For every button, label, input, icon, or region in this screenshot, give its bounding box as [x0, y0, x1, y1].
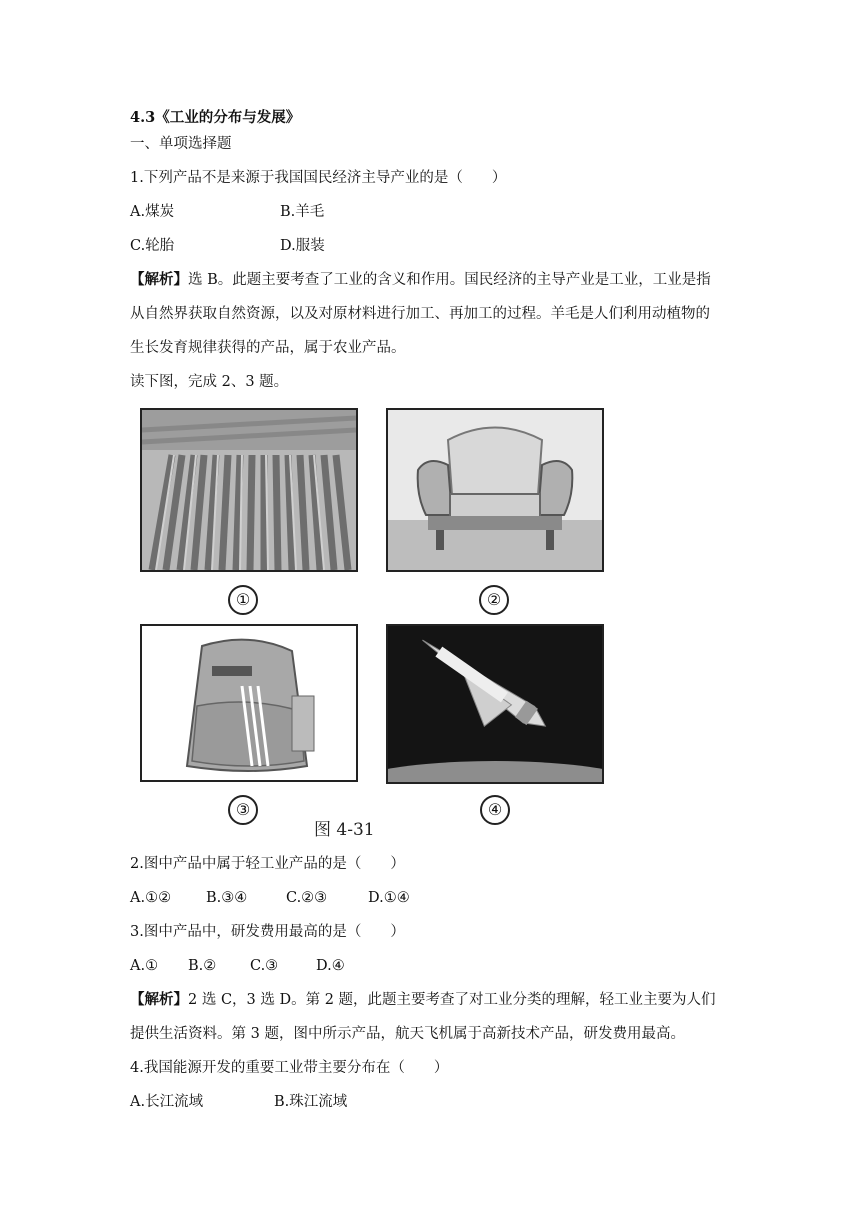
analysis-2-text-1: 2 选 C，3 选 D。第 2 题，此题主要考查了对工业分类的理解，轻工业主要为人们 — [188, 992, 716, 1008]
steel-bars-drawing — [142, 410, 356, 570]
question-1-stem: 1.下列产品不是来源于我国国民经济主导产业的是（ ） — [130, 170, 507, 186]
q4-option-a: A.长江流域 — [130, 1094, 204, 1110]
armchair-image — [386, 408, 604, 572]
q2-option-a: A.①② — [130, 890, 172, 906]
q3-option-c: C.③ — [250, 958, 279, 974]
analysis-2-line-1 — [130, 990, 716, 1010]
question-2-stem: 2.图中产品中属于轻工业产品的是（ ） — [130, 856, 405, 872]
q4-option-b: B.珠江流域 — [274, 1094, 348, 1110]
q3-option-a: A.① — [130, 958, 159, 974]
q1-analysis-line-3: 生长发育规律获得的产品，属于农业产品。 — [130, 340, 406, 356]
q1-option-b: B.羊毛 — [280, 204, 325, 220]
q1-analysis-text-1: 选 B。此题主要考查了工业的含义和作用。国民经济的主导产业是工业，工业是指 — [188, 272, 711, 288]
analysis-2-line-2: 提供生活资料。第 3 题，图中所示产品，航天飞机属于高新技术产品，研发费用最高。 — [130, 1026, 685, 1042]
space-shuttle-image — [386, 624, 604, 784]
section-heading: 一、单项选择题 — [130, 136, 232, 152]
q3-option-d: D.④ — [316, 958, 345, 974]
armchair-drawing — [388, 410, 602, 570]
figure-4-31 — [134, 402, 612, 838]
q1-option-c: C.轮胎 — [130, 238, 175, 254]
q2-option-c: C.②③ — [286, 890, 328, 906]
question-4-stem: 4.我国能源开发的重要工业带主要分布在（ ） — [130, 1060, 449, 1076]
label-3: ③ — [228, 795, 258, 825]
q3-option-b: B.② — [188, 958, 217, 974]
q2-option-d: D.①④ — [368, 890, 410, 906]
q2-option-b: B.③④ — [206, 890, 248, 906]
steel-bars-image — [140, 408, 358, 572]
backpack-image — [140, 624, 358, 782]
q1-analysis-line-1 — [130, 270, 711, 290]
figure-caption: 图 4-31 — [314, 820, 375, 840]
space-shuttle-drawing — [388, 626, 602, 782]
question-3-stem: 3.图中产品中，研发费用最高的是（ ） — [130, 924, 405, 940]
backpack-drawing — [142, 626, 356, 780]
q1-option-d: D.服装 — [280, 238, 325, 254]
label-2: ② — [479, 585, 509, 615]
document-title: 4.3《工业的分布与发展》 — [130, 109, 301, 126]
read-instruction: 读下图，完成 2、3 题。 — [130, 374, 289, 390]
label-1: ① — [228, 585, 258, 615]
q1-analysis-line-2: 从自然界获取自然资源，以及对原材料进行加工、再加工的过程。羊毛是人们利用动植物的 — [130, 306, 710, 322]
q1-option-a: A.煤炭 — [130, 204, 175, 220]
q1-analysis-tag: 【解析】 — [130, 271, 188, 288]
label-4: ④ — [480, 795, 510, 825]
analysis-2-tag: 【解析】 — [130, 991, 188, 1008]
